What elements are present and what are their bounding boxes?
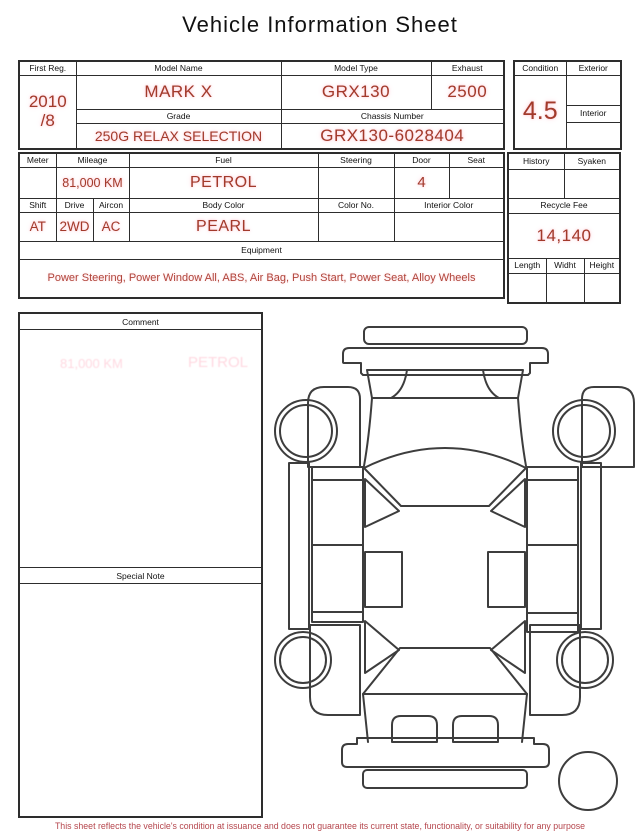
body-color-label: Body Color xyxy=(129,198,318,212)
model-type-label: Model Type xyxy=(281,61,431,75)
aircon-value: AC xyxy=(93,212,129,241)
shift-value: AT xyxy=(19,212,56,241)
wheel-front-left xyxy=(275,400,337,462)
rocker-panel-left xyxy=(289,463,309,629)
door-value: 4 xyxy=(394,167,449,198)
chassis-number-label: Chassis Number xyxy=(281,109,504,123)
disclaimer-text: This sheet reflects the vehicle's condition at issuance and does not guarantee its current state, functionality, or suitability for any purpose xyxy=(54,821,586,831)
model-type-value: GRX130 xyxy=(281,75,431,109)
door-label: Door xyxy=(394,153,449,167)
first-reg-label: First Reg. xyxy=(19,61,76,75)
details-table xyxy=(18,152,505,299)
width-label: Widht xyxy=(546,258,584,273)
rocker-panel-right xyxy=(581,463,601,629)
comment-panel xyxy=(18,312,263,818)
mileage-value: 81,000 KM xyxy=(56,167,129,198)
steering-label: Steering xyxy=(318,153,394,167)
roof-bar xyxy=(364,327,527,344)
condition-value: 4.5 xyxy=(514,75,566,149)
car-top-view-diagram xyxy=(263,315,639,815)
first-reg-value: 2010 /8 xyxy=(19,75,76,149)
meter-label: Meter xyxy=(19,153,56,167)
pillar-wedge-rear-right xyxy=(491,621,525,673)
hood-edges xyxy=(364,398,526,466)
shift-label: Shift xyxy=(19,198,56,212)
rear-fender-left xyxy=(310,625,360,715)
body-color-value: PEARL xyxy=(129,212,318,241)
condition-table xyxy=(513,60,622,150)
steering-value xyxy=(318,167,394,198)
drive-label: Drive xyxy=(56,198,93,212)
chassis-number-value: GRX130-6028404 xyxy=(281,123,504,149)
mileage-ghost-artifact: 81,000 KM xyxy=(60,356,123,371)
rear-bumper xyxy=(342,738,549,767)
special-note-header: Special Note xyxy=(20,567,261,584)
grade-label: Grade xyxy=(76,109,281,123)
identity-table xyxy=(18,60,505,150)
wheel-rear-right xyxy=(557,632,613,688)
pillar-wedge-rear-left xyxy=(365,621,399,673)
aircon-label: Aircon xyxy=(93,198,129,212)
recycle-fee-value: 14,140 xyxy=(508,213,620,258)
width-value xyxy=(546,273,584,303)
equipment-value: Power Steering, Power Window All, ABS, Air Bag, Push Start, Power Seat, Alloy Wheels xyxy=(19,259,504,298)
comment-header: Comment xyxy=(20,314,261,330)
door-inner-left xyxy=(365,552,402,607)
interior-value xyxy=(566,122,621,149)
interior-color-value xyxy=(394,212,504,241)
history-value xyxy=(508,169,564,198)
interior-color-label: Interior Color xyxy=(394,198,504,212)
fuel-ghost-artifact: PETROL xyxy=(188,354,249,371)
door-column-right xyxy=(527,467,578,632)
syaken-label: Syaken xyxy=(564,153,620,169)
equipment-label: Equipment xyxy=(19,241,504,259)
rear-window xyxy=(363,648,527,694)
door-column-left xyxy=(312,467,363,622)
grade-value: 250G RELAX SELECTION xyxy=(76,123,281,149)
color-no-value xyxy=(318,212,394,241)
exterior-value xyxy=(566,75,621,105)
condition-label: Condition xyxy=(514,61,566,75)
height-label: Height xyxy=(584,258,620,273)
model-name-label: Model Name xyxy=(76,61,281,75)
length-value xyxy=(508,273,546,303)
recycle-fee-label: Recycle Fee xyxy=(508,198,620,213)
color-no-label: Color No. xyxy=(318,198,394,212)
wheel-rear-left xyxy=(275,632,331,688)
exterior-label: Exterior xyxy=(566,61,621,75)
fuel-label: Fuel xyxy=(129,153,318,167)
trunk-sides xyxy=(363,694,527,742)
history-label: History xyxy=(508,153,564,169)
interior-label: Interior xyxy=(566,105,621,122)
exhaust-label: Exhaust xyxy=(431,61,504,75)
windshield-lens xyxy=(364,448,526,506)
drive-value: 2WD xyxy=(56,212,93,241)
door-inner-right xyxy=(488,552,525,607)
rear-fender-right xyxy=(530,625,580,715)
seat-label: Seat xyxy=(449,153,504,167)
model-name-value: MARK X xyxy=(76,75,281,109)
meter-value xyxy=(19,167,56,198)
exhaust-value: 2500 xyxy=(431,75,504,109)
front-fender-right xyxy=(582,387,634,467)
rear-bar xyxy=(363,770,527,788)
length-label: Length xyxy=(508,258,546,273)
syaken-value xyxy=(564,169,620,198)
fuel-value: PETROL xyxy=(129,167,318,198)
seat-value xyxy=(449,167,504,198)
spare-tire xyxy=(559,752,617,810)
wheel-front-right xyxy=(553,400,615,462)
fees-table xyxy=(507,152,621,304)
height-value xyxy=(584,273,620,303)
mileage-label: Mileage xyxy=(56,153,129,167)
page-title: Vehicle Information Sheet xyxy=(182,12,458,37)
